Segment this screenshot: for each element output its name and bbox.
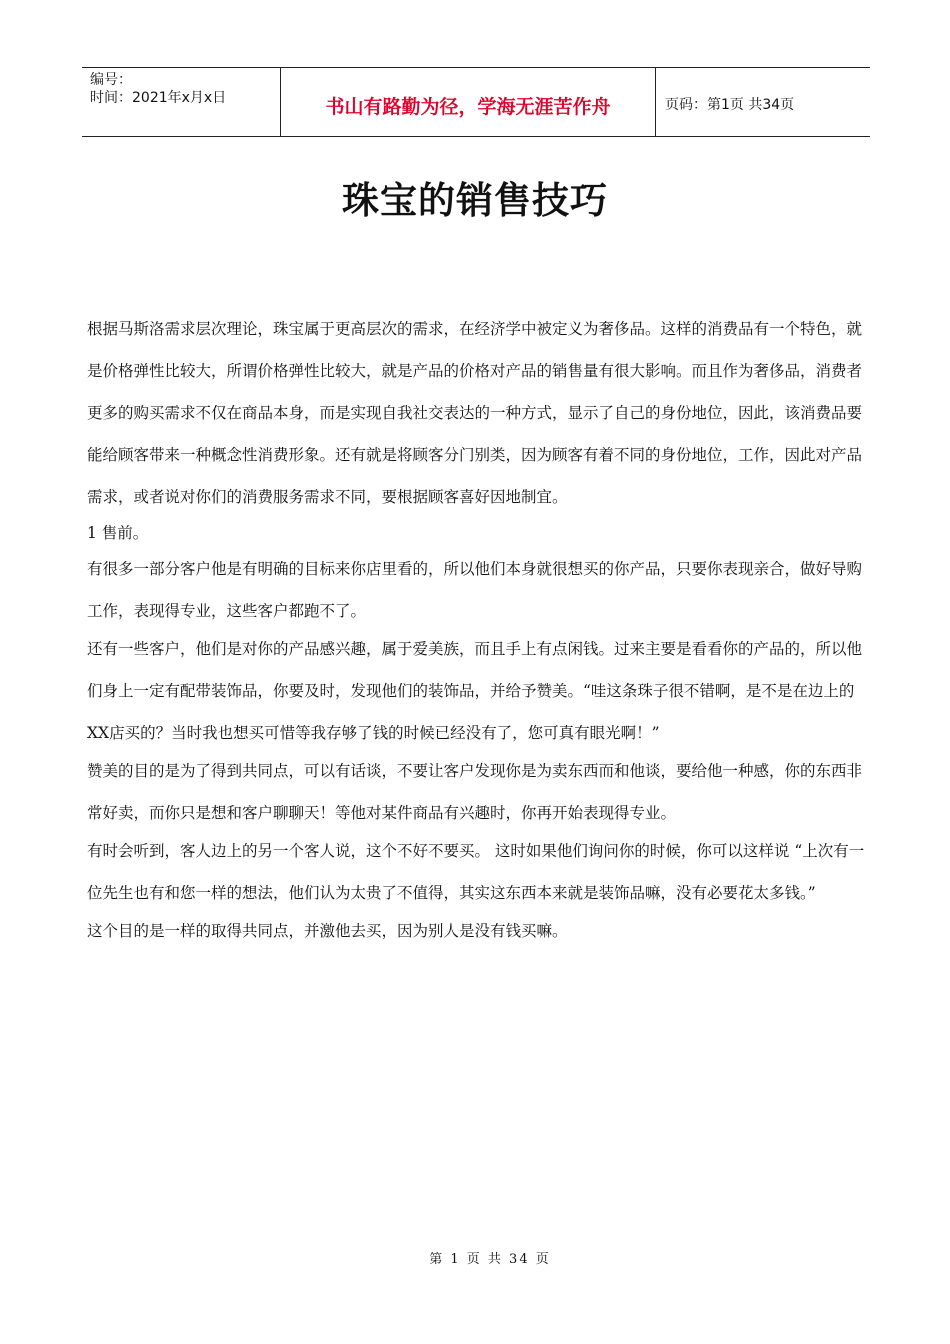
paragraph-intro: 根据马斯洛需求层次理论，珠宝属于更高层次的需求，在经济学中被定义为奢侈品。这样的消费品有一个特色，就是价格弹性比较大，所谓价格弹性比较大，就是产品的价格对产品的销售量有很大影响。而且作为奢侈品，消费者更多的购买需求不仅在商品本身，而是实现自我社交表达的一种方式，显示了自己的身份地位，因此，该消费品要能给顾客带来一种概念性消费形象。还有就是将顾客分门别类，因为顾客有着不同的身份地位，工作，因此对产品需求，或者说对你们的消费服务需求不同，要根据顾客喜好因地制宜。 bbox=[87, 320, 863, 506]
document-title: 珠宝的销售技巧 bbox=[342, 179, 608, 222]
time-label: 时间：2021年x月x日 bbox=[90, 90, 227, 106]
paragraph: 有时会听到，客人边上的另一个客人说，这个不好不要买。 这时如果他们询问你的时候，你可以这样说 “上次有一位先生也有和您一样的想法，他们认为太贵了不值得，其实这东西本来就是装饰品嘛，没有必要花太多钱。” bbox=[87, 842, 865, 902]
paragraph: 这个目的是一样的取得共同点，并激他去买，因为别人是没有钱买嘛。 bbox=[87, 922, 568, 940]
paragraph: 还有一些客户，他们是对你的产品感兴趣，属于爱美族，而且手上有点闲钱。过来主要是看看你的产品的，所以他们身上一定有配带装饰品，你要及时，发现他们的装饰品，并给予赞美。“哇这条珠子很不错啊，是不是在边上的XX店买的？当时我也想买可惜等我存够了钱的时候已经没有了，您可真有眼光啊！” bbox=[87, 640, 863, 742]
paragraph: 赞美的目的是为了得到共同点，可以有话谈，不要让客户发现你是为卖东西而和他谈，要给他一种感，你的东西非常好卖，而你只是想和客户聊聊天！等他对某件商品有兴趣时，你再开始表现得专业。 bbox=[87, 762, 863, 822]
page-info: 页码：第1页 共34页 bbox=[665, 96, 795, 113]
paragraph: 有很多一部分客户他是有明确的目标来你店里看的，所以他们本身就很想买的你产品，只要你表现亲合，做好导购工作，表现得专业，这些客户都跑不了。 bbox=[87, 560, 863, 620]
page-footer: 第 1 页 共 34 页 bbox=[429, 1252, 551, 1267]
document-body bbox=[87, 308, 867, 952]
header-meta-cell bbox=[82, 68, 281, 136]
motto-text: 书山有路勤为径，学海无涯苦作舟 bbox=[325, 95, 611, 118]
number-label: 编号： bbox=[90, 72, 132, 88]
header-page-cell bbox=[656, 68, 870, 136]
header-motto-cell bbox=[281, 68, 656, 136]
paragraph-heading-presale: 1 售前。 bbox=[87, 524, 149, 542]
document-header bbox=[82, 67, 870, 137]
